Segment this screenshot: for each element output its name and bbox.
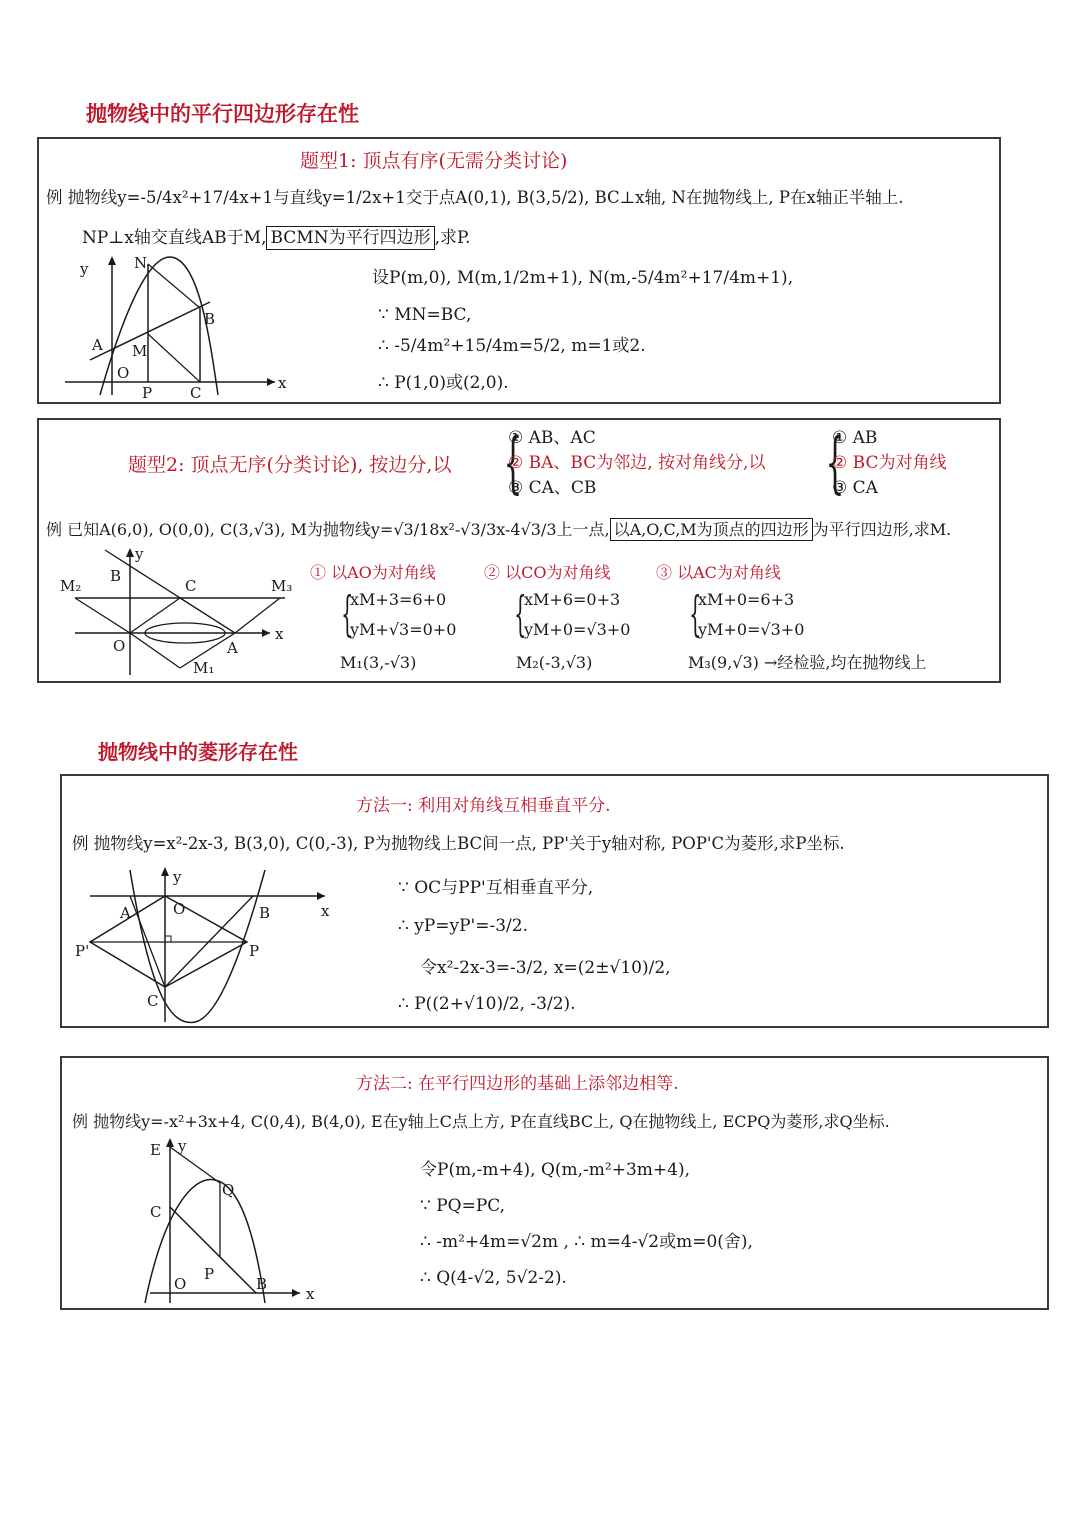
line-ab — [90, 302, 210, 360]
y-axis-arrow — [166, 1138, 174, 1147]
label-q: Q — [222, 1181, 235, 1199]
type1-solution-4: ∴ P(1,0)或(2,0). — [378, 373, 509, 393]
method1-solution-1: ∵ OC与PP'互相垂直平分, — [398, 878, 594, 898]
segment-oc — [130, 598, 180, 633]
label-c: C — [150, 1203, 162, 1221]
y-axis-arrow — [126, 548, 134, 557]
x-axis-arrow — [317, 892, 325, 900]
method2-solution-4: ∴ Q(4-√2, 5√2-2). — [420, 1268, 567, 1288]
type1-line2-b: ,求P. — [434, 228, 471, 248]
method2-problem: 例 抛物线y=-x²+3x+4, C(0,4), B(4,0), E在y轴上C点上方, P在直线BC上, Q在抛物线上, ECPQ为菱形,求Q坐标. — [72, 1112, 890, 1131]
label-o: O — [173, 900, 186, 918]
label-b: B — [204, 310, 216, 328]
type2-option1-1: ① AB、AC — [508, 428, 596, 448]
x-axis-arrow — [262, 629, 270, 637]
label-x: x — [278, 374, 287, 392]
label-a: A — [92, 336, 103, 354]
label-c: C — [185, 577, 197, 595]
case1-brace: { — [341, 586, 354, 642]
type2-title: 题型2: 顶点无序(分类讨论), 按边分,以 — [128, 454, 452, 476]
label-m: M — [132, 342, 148, 360]
type1-problem-line1: 例 抛物线y=-5/4x²+17/4x+1与直线y=1/2x+1交于点A(0,1), B(3,5/2), BC⊥x轴, N在抛物线上, P在x轴正半轴上. — [46, 188, 904, 207]
method2-solution-3: ∴ -m²+4m=√2m , ∴ m=4-√2或m=0(舍), — [420, 1232, 753, 1252]
method1-graph — [75, 862, 345, 1028]
section-heading-rhombus: 抛物线中的菱形存在性 — [98, 740, 298, 764]
case1-title: ① 以AO为对角线 — [310, 563, 436, 582]
type2-option2-1: ① AB — [832, 428, 878, 448]
brace-right: { — [825, 424, 845, 501]
method1-title: 方法一: 利用对角线互相垂直平分. — [356, 796, 611, 816]
case3-result: M₃(9,√3) →经检验,均在抛物线上 — [688, 653, 927, 672]
segment-a-m3 — [235, 598, 280, 633]
brace-left: { — [503, 424, 523, 501]
label-e: E — [150, 1141, 161, 1159]
label-o: O — [117, 364, 130, 382]
label-b: B — [259, 904, 271, 922]
case2-brace: { — [514, 586, 527, 642]
type1-solution-2: ∵ MN=BC, — [378, 305, 472, 325]
case1-eq1: xM+3=6+0 — [350, 590, 447, 609]
type1-problem-line2 — [82, 230, 470, 247]
label-p: P — [249, 942, 260, 960]
label-m1: M₁ — [193, 659, 215, 677]
section-heading-parallelogram: 抛物线中的平行四边形存在性 — [86, 102, 359, 126]
method1-solution-2: ∴ yP=yP'=-3/2. — [398, 916, 528, 936]
label-m3: M₃ — [271, 577, 293, 595]
segment-om1 — [130, 633, 180, 668]
method1-problem: 例 抛物线y=x²-2x-3, B(3,0), C(0,-3), P为抛物线上BC间一点, PP'关于y轴对称, POP'C为菱形,求P坐标. — [72, 834, 845, 853]
segment-m2-o — [75, 598, 130, 633]
type2-option1-3: ③ CA、CB — [508, 478, 597, 498]
segment-nb — [148, 264, 200, 308]
label-b: B — [256, 1275, 268, 1293]
method1-solution-3: 令x²-2x-3=-3/2, x=(2±√10)/2, — [420, 958, 671, 978]
type2-option1-2-text: ② BA、BC为邻边, 按对角线分,以 — [508, 453, 766, 473]
case1-eq2: yM+√3=0+0 — [350, 620, 457, 639]
type1-boxed-condition: BCMN为平行四边形 — [266, 226, 434, 250]
type1-solution-3: ∴ -5/4m²+15/4m=5/2, m=1或2. — [378, 336, 646, 356]
label-p: P — [142, 384, 153, 400]
method2-graph — [140, 1135, 340, 1307]
type2-graph — [55, 545, 305, 680]
method2-solution-1: 令P(m,-m+4), Q(m,-m²+3m+4), — [420, 1160, 691, 1180]
y-axis-arrow — [161, 867, 169, 876]
label-m2: M₂ — [60, 577, 82, 595]
segment-mc — [148, 334, 200, 382]
type1-title: 题型1: 顶点有序(无需分类讨论) — [300, 150, 568, 172]
method2-title: 方法二: 在平行四边形的基础上添邻边相等. — [356, 1074, 679, 1094]
label-a: A — [120, 904, 131, 922]
case3-brace: { — [689, 586, 702, 642]
label-c: C — [147, 992, 159, 1010]
method2-solution-2: ∵ PQ=PC, — [420, 1196, 506, 1216]
label-n: N — [134, 254, 148, 272]
x-axis-arrow — [292, 1289, 300, 1297]
type1-graph — [60, 250, 300, 400]
x-axis-arrow — [267, 378, 275, 386]
label-y: y — [80, 260, 89, 278]
case3-eq2: yM+0=√3+0 — [698, 620, 805, 639]
label-y: y — [135, 545, 144, 563]
case3-eq1: xM+0=6+3 — [698, 590, 795, 609]
case2-title: ② 以CO为对角线 — [484, 563, 611, 582]
case2-result: M₂(-3,√3) — [516, 653, 593, 672]
label-x: x — [321, 902, 330, 920]
y-axis-arrow — [108, 256, 116, 265]
segment-ca — [180, 598, 235, 633]
right-angle-mark — [165, 936, 171, 942]
label-a: A — [227, 639, 238, 657]
type1-line2-a: NP⊥x轴交直线AB于M, — [82, 228, 267, 248]
label-x: x — [306, 1285, 315, 1303]
type2-option2-3: ③ CA — [832, 478, 878, 498]
case3-title: ③ 以AC为对角线 — [656, 563, 781, 582]
label-p: P — [204, 1265, 215, 1283]
type1-solution-1: 设P(m,0), M(m,1/2m+1), N(m,-5/4m²+17/4m+1), — [372, 268, 794, 288]
type2-boxed-condition: 以A,O,C,M为顶点的四边形 — [610, 518, 813, 541]
case1-result: M₁(3,-√3) — [340, 653, 417, 672]
method1-solution-4: ∴ P((2+√10)/2, -3/2). — [398, 994, 576, 1014]
label-o: O — [174, 1275, 187, 1293]
label-p-prime: P' — [75, 942, 90, 960]
type2-option2-2: ② BC为对角线 — [832, 453, 947, 473]
label-y: y — [173, 868, 182, 886]
label-y: y — [178, 1137, 187, 1155]
type2-option1-2 — [508, 455, 765, 472]
case2-eq2: yM+0=√3+0 — [524, 620, 631, 639]
type2-line1-a: 例 已知A(6,0), O(0,0), C(3,√3), M为抛物线y=√3/18x²-√3/3x-4√3/3上一点, — [46, 520, 610, 539]
type2-problem-line — [46, 522, 951, 538]
label-o: O — [113, 637, 126, 655]
label-c: C — [190, 384, 202, 400]
type2-line1-b: 为平行四边形,求M. — [812, 520, 952, 539]
label-b: B — [110, 567, 122, 585]
label-x: x — [275, 625, 284, 643]
case2-eq1: xM+6=0+3 — [524, 590, 621, 609]
